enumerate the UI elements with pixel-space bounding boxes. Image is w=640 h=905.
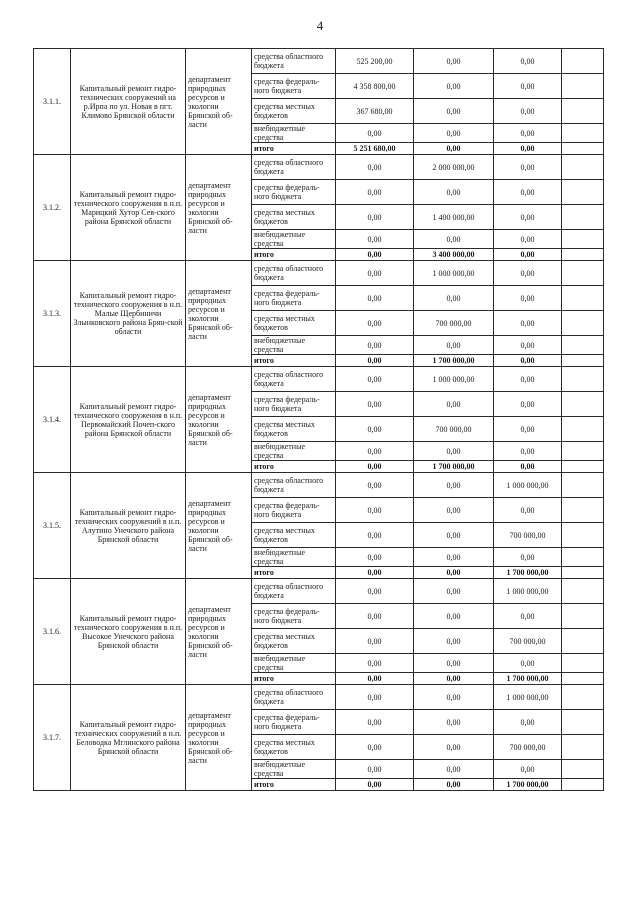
item-number: 3.1.7.	[34, 685, 71, 791]
amount-cell: 0,00	[336, 155, 414, 180]
amount-cell: 0,00	[494, 392, 562, 417]
empty-cell	[562, 355, 604, 367]
amount-cell: 1 700 000,00	[494, 673, 562, 685]
empty-cell	[562, 49, 604, 74]
amount-cell: 0,00	[414, 230, 494, 249]
amount-cell: 0,00	[414, 710, 494, 735]
amount-cell: 0,00	[494, 498, 562, 523]
amount-cell: 0,00	[336, 548, 414, 567]
amount-cell: 700 000,00	[414, 311, 494, 336]
empty-cell	[562, 261, 604, 286]
funding-source: средства областного бюджета	[252, 367, 336, 392]
funding-source: итого	[252, 673, 336, 685]
amount-cell: 0,00	[494, 230, 562, 249]
funding-source: внебюджетные средства	[252, 548, 336, 567]
project-name: Капитальный ремонт гидро-технических сооружений на р.Ирпа по ул. Новая в пгт. Климово Брянской области	[71, 49, 186, 155]
amount-cell: 700 000,00	[414, 417, 494, 442]
amount-cell: 0,00	[336, 311, 414, 336]
amount-cell: 0,00	[414, 779, 494, 791]
funding-source: средства федераль-ного бюджета	[252, 710, 336, 735]
amount-cell: 0,00	[336, 180, 414, 205]
amount-cell: 1 400 000,00	[414, 205, 494, 230]
empty-cell	[562, 249, 604, 261]
amount-cell: 0,00	[336, 124, 414, 143]
empty-cell	[562, 367, 604, 392]
item-number: 3.1.1.	[34, 49, 71, 155]
amount-cell: 0,00	[494, 548, 562, 567]
amount-cell: 0,00	[336, 604, 414, 629]
funding-source: средства федераль-ного бюджета	[252, 604, 336, 629]
page-number: 4	[316, 18, 324, 33]
empty-cell	[562, 155, 604, 180]
item-number: 3.1.2.	[34, 155, 71, 261]
empty-cell	[562, 654, 604, 673]
project-name: Капитальный ремонт гидро-технических сооружений в н.п. Беловодка Мглинского района Брянской области	[71, 685, 186, 791]
amount-cell: 0,00	[336, 442, 414, 461]
empty-cell	[562, 286, 604, 311]
funding-source: средства областного бюджета	[252, 155, 336, 180]
empty-cell	[562, 735, 604, 760]
empty-cell	[562, 760, 604, 779]
funding-source: внебюджетные средства	[252, 760, 336, 779]
amount-cell: 4 358 800,00	[336, 74, 414, 99]
empty-cell	[562, 567, 604, 579]
amount-cell: 0,00	[336, 205, 414, 230]
empty-cell	[562, 523, 604, 548]
amount-cell: 0,00	[336, 392, 414, 417]
amount-cell: 0,00	[414, 143, 494, 155]
amount-cell: 0,00	[414, 498, 494, 523]
amount-cell: 0,00	[414, 49, 494, 74]
responsible-department: департамент природных ресурсов и экологии Брянской об-ласти	[186, 367, 252, 473]
amount-cell: 1 000 000,00	[414, 261, 494, 286]
amount-cell: 0,00	[494, 143, 562, 155]
funding-source: итого	[252, 249, 336, 261]
amount-cell: 0,00	[414, 604, 494, 629]
amount-cell: 5 251 680,00	[336, 143, 414, 155]
amount-cell: 1 700 000,00	[414, 355, 494, 367]
amount-cell: 0,00	[336, 473, 414, 498]
amount-cell: 367 680,00	[336, 99, 414, 124]
project-name: Капитальный ремонт гидро-технических сооружений в н.п. Алутино Унечского района Брянской области	[71, 473, 186, 579]
empty-cell	[562, 336, 604, 355]
project-name: Капитальный ремонт гидро-технического сооружения в н.п. Первомайский Почеп-ского района Брянской области	[71, 367, 186, 473]
amount-cell: 1 700 000,00	[494, 779, 562, 791]
budget-table	[33, 48, 604, 791]
amount-cell: 0,00	[336, 286, 414, 311]
amount-cell: 0,00	[494, 99, 562, 124]
amount-cell: 0,00	[414, 473, 494, 498]
amount-cell: 0,00	[336, 417, 414, 442]
amount-cell: 0,00	[336, 498, 414, 523]
funding-source: средства местных бюджетов	[252, 205, 336, 230]
empty-cell	[562, 673, 604, 685]
item-number: 3.1.6.	[34, 579, 71, 685]
amount-cell: 0,00	[414, 567, 494, 579]
project-name: Капитальный ремонт гидро-технического сооружения в н.п. Малые Щербиничи Злынковского района Брян-ской области	[71, 261, 186, 367]
funding-source: средства федераль-ного бюджета	[252, 180, 336, 205]
empty-cell	[562, 685, 604, 710]
empty-cell	[562, 629, 604, 654]
amount-cell: 0,00	[336, 461, 414, 473]
amount-cell: 700 000,00	[494, 735, 562, 760]
funding-row	[34, 579, 604, 604]
funding-source: средства федераль-ного бюджета	[252, 498, 336, 523]
amount-cell: 700 000,00	[494, 629, 562, 654]
funding-source: средства местных бюджетов	[252, 523, 336, 548]
funding-source: средства местных бюджетов	[252, 311, 336, 336]
amount-cell: 1 000 000,00	[494, 473, 562, 498]
funding-source: внебюджетные средства	[252, 124, 336, 143]
amount-cell: 1 000 000,00	[494, 579, 562, 604]
empty-cell	[562, 461, 604, 473]
funding-source: средства федераль-ного бюджета	[252, 74, 336, 99]
empty-cell	[562, 498, 604, 523]
amount-cell: 0,00	[414, 74, 494, 99]
amount-cell: 0,00	[494, 180, 562, 205]
empty-cell	[562, 548, 604, 567]
funding-source: средства местных бюджетов	[252, 735, 336, 760]
item-number: 3.1.4.	[34, 367, 71, 473]
amount-cell: 1 000 000,00	[414, 367, 494, 392]
amount-cell: 3 400 000,00	[414, 249, 494, 261]
amount-cell: 0,00	[414, 442, 494, 461]
amount-cell: 0,00	[336, 567, 414, 579]
responsible-department: департамент природных ресурсов и экологии Брянской об-ласти	[186, 473, 252, 579]
amount-cell: 0,00	[494, 355, 562, 367]
amount-cell: 700 000,00	[494, 523, 562, 548]
funding-source: итого	[252, 567, 336, 579]
empty-cell	[562, 99, 604, 124]
funding-source: средства местных бюджетов	[252, 417, 336, 442]
funding-source: итого	[252, 143, 336, 155]
project-name: Капитальный ремонт гидро-технического сооружения в н.п. Марицкий Хутор Сев-ского района Брянской области	[71, 155, 186, 261]
amount-cell: 0,00	[336, 355, 414, 367]
amount-cell: 0,00	[336, 261, 414, 286]
responsible-department: департамент природных ресурсов и экологии Брянской об-ласти	[186, 155, 252, 261]
amount-cell: 0,00	[414, 180, 494, 205]
amount-cell: 1 000 000,00	[494, 685, 562, 710]
empty-cell	[562, 473, 604, 498]
funding-source: средства областного бюджета	[252, 473, 336, 498]
amount-cell: 0,00	[494, 336, 562, 355]
empty-cell	[562, 74, 604, 99]
funding-source: средства областного бюджета	[252, 579, 336, 604]
funding-row	[34, 261, 604, 286]
amount-cell: 0,00	[336, 523, 414, 548]
empty-cell	[562, 579, 604, 604]
amount-cell: 0,00	[494, 442, 562, 461]
amount-cell: 0,00	[414, 673, 494, 685]
empty-cell	[562, 180, 604, 205]
amount-cell: 0,00	[494, 261, 562, 286]
funding-row	[34, 155, 604, 180]
amount-cell: 0,00	[494, 124, 562, 143]
responsible-department: департамент природных ресурсов и экологии Брянской об-ласти	[186, 261, 252, 367]
amount-cell: 0,00	[336, 779, 414, 791]
amount-cell: 0,00	[414, 99, 494, 124]
funding-source: итого	[252, 355, 336, 367]
amount-cell: 0,00	[494, 461, 562, 473]
amount-cell: 0,00	[414, 336, 494, 355]
amount-cell: 0,00	[336, 579, 414, 604]
amount-cell: 0,00	[414, 654, 494, 673]
amount-cell: 0,00	[494, 760, 562, 779]
responsible-department: департамент природных ресурсов и экологии Брянской об-ласти	[186, 49, 252, 155]
funding-source: средства местных бюджетов	[252, 629, 336, 654]
funding-row	[34, 49, 604, 74]
item-number: 3.1.5.	[34, 473, 71, 579]
empty-cell	[562, 604, 604, 629]
empty-cell	[562, 230, 604, 249]
funding-source: средства федераль-ного бюджета	[252, 392, 336, 417]
amount-cell: 0,00	[494, 604, 562, 629]
amount-cell: 1 700 000,00	[494, 567, 562, 579]
funding-source: внебюджетные средства	[252, 442, 336, 461]
funding-source: внебюджетные средства	[252, 654, 336, 673]
amount-cell: 0,00	[494, 249, 562, 261]
amount-cell: 0,00	[336, 230, 414, 249]
empty-cell	[562, 417, 604, 442]
amount-cell: 0,00	[494, 311, 562, 336]
funding-source: внебюджетные средства	[252, 230, 336, 249]
funding-row	[34, 685, 604, 710]
empty-cell	[562, 143, 604, 155]
amount-cell: 525 200,00	[336, 49, 414, 74]
responsible-department: департамент природных ресурсов и экологии Брянской об-ласти	[186, 579, 252, 685]
amount-cell: 0,00	[414, 523, 494, 548]
amount-cell: 0,00	[414, 579, 494, 604]
amount-cell: 0,00	[494, 205, 562, 230]
funding-source: итого	[252, 461, 336, 473]
funding-source: средства областного бюджета	[252, 685, 336, 710]
amount-cell: 0,00	[336, 735, 414, 760]
amount-cell: 0,00	[494, 367, 562, 392]
funding-source: средства областного бюджета	[252, 261, 336, 286]
item-number: 3.1.3.	[34, 261, 71, 367]
funding-source: средства областного бюджета	[252, 49, 336, 74]
project-name: Капитальный ремонт гидро-технического сооружения в н.п. Высокое Унечского района Брянской области	[71, 579, 186, 685]
amount-cell: 0,00	[414, 760, 494, 779]
amount-cell: 1 700 000,00	[414, 461, 494, 473]
funding-source: средства местных бюджетов	[252, 99, 336, 124]
empty-cell	[562, 392, 604, 417]
amount-cell: 2 000 000,00	[414, 155, 494, 180]
amount-cell: 0,00	[336, 629, 414, 654]
funding-row	[34, 473, 604, 498]
empty-cell	[562, 442, 604, 461]
amount-cell: 0,00	[336, 673, 414, 685]
amount-cell: 0,00	[336, 367, 414, 392]
empty-cell	[562, 205, 604, 230]
amount-cell: 0,00	[414, 735, 494, 760]
amount-cell: 0,00	[494, 155, 562, 180]
responsible-department: департамент природных ресурсов и экологии Брянской об-ласти	[186, 685, 252, 791]
amount-cell: 0,00	[336, 654, 414, 673]
empty-cell	[562, 311, 604, 336]
amount-cell: 0,00	[494, 710, 562, 735]
amount-cell: 0,00	[336, 710, 414, 735]
amount-cell: 0,00	[336, 760, 414, 779]
amount-cell: 0,00	[336, 249, 414, 261]
amount-cell: 0,00	[494, 654, 562, 673]
amount-cell: 0,00	[414, 286, 494, 311]
amount-cell: 0,00	[414, 685, 494, 710]
amount-cell: 0,00	[494, 49, 562, 74]
funding-row	[34, 367, 604, 392]
amount-cell: 0,00	[414, 124, 494, 143]
amount-cell: 0,00	[414, 629, 494, 654]
amount-cell: 0,00	[336, 685, 414, 710]
amount-cell: 0,00	[414, 548, 494, 567]
funding-source: средства федераль-ного бюджета	[252, 286, 336, 311]
amount-cell: 0,00	[494, 74, 562, 99]
amount-cell: 0,00	[494, 286, 562, 311]
funding-source: итого	[252, 779, 336, 791]
amount-cell: 0,00	[414, 392, 494, 417]
empty-cell	[562, 710, 604, 735]
amount-cell: 0,00	[336, 336, 414, 355]
amount-cell: 0,00	[494, 417, 562, 442]
empty-cell	[562, 124, 604, 143]
empty-cell	[562, 779, 604, 791]
funding-source: внебюджетные средства	[252, 336, 336, 355]
